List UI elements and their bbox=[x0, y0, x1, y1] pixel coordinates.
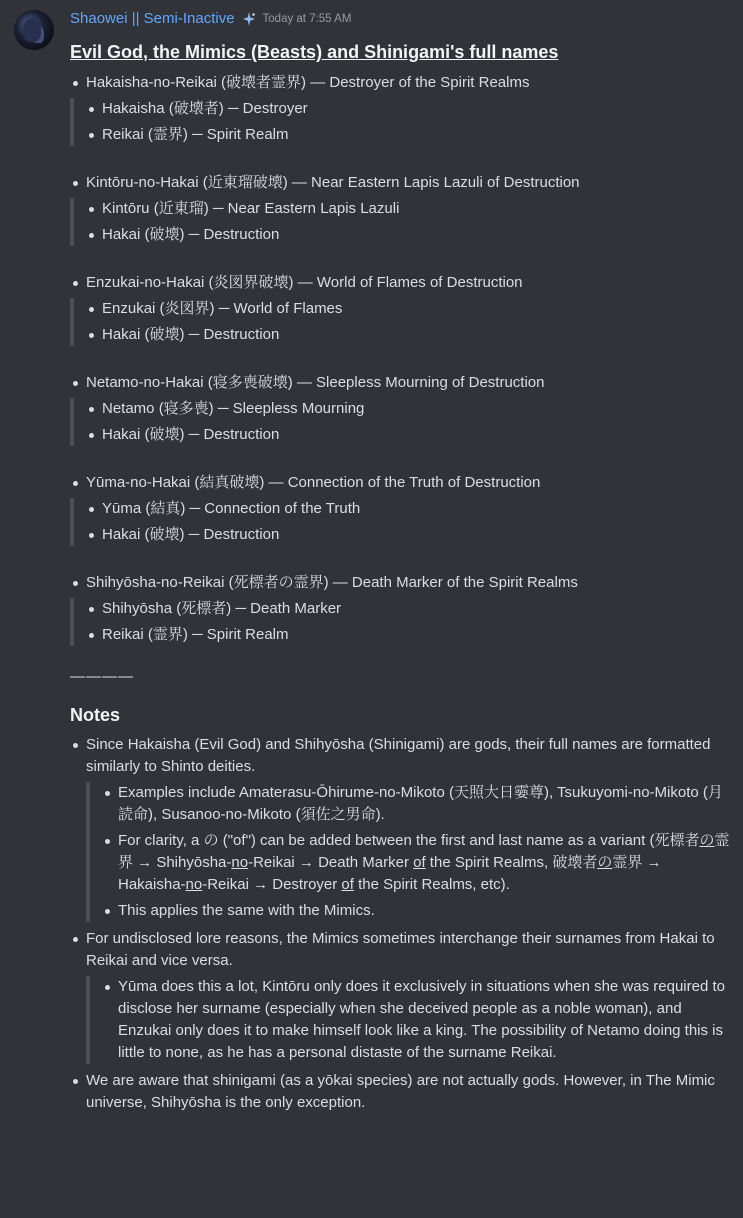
list-item: Reikai (霊界) ─ Spirit Realm bbox=[86, 624, 730, 646]
list-item: Netamo (寝多喪) ─ Sleepless Mourning bbox=[86, 398, 730, 420]
note-text: For undisclosed lore reasons, the Mimics sometimes interchange their surnames from Hakai to Reikai and vice versa. bbox=[86, 930, 715, 969]
name-group bbox=[70, 272, 730, 346]
underlined-text: の bbox=[699, 832, 715, 849]
list-item: Reikai (霊界) ─ Spirit Realm bbox=[86, 124, 730, 146]
text-segment: the Spirit Realms, etc). bbox=[353, 876, 510, 893]
separator: ———— bbox=[70, 668, 134, 685]
list-item: Hakaisha (破壊者) ─ Destroyer bbox=[86, 98, 730, 120]
blockquote bbox=[86, 976, 730, 1064]
list-item: Hakai (破壊) ─ Destruction bbox=[86, 324, 730, 346]
underlined-text: の bbox=[597, 854, 613, 871]
text-segment: -Reikai → Destroyer bbox=[202, 876, 342, 893]
list-item: Yūma does this a lot, Kintōru only does it exclusively in situations when she was required to disclose her surname (especially when she deceived people as a noble woman), and Enzukai only does it to make himself look like a king. The possibility of Netamo doing this is little to none, as he has a personal distaste of the surname Reikai. bbox=[102, 976, 730, 1064]
blockquote bbox=[70, 598, 730, 646]
text-segment: -Reikai → Death Marker bbox=[248, 854, 414, 871]
note-item bbox=[70, 734, 730, 922]
note-item bbox=[70, 1070, 730, 1114]
note-item bbox=[70, 928, 730, 1064]
name-group bbox=[70, 72, 730, 146]
underlined-text: no bbox=[185, 876, 203, 893]
username[interactable]: Shaowei || Semi-Inactive bbox=[70, 10, 235, 27]
text-segment: the Spirit Realms, 破壊者 bbox=[425, 854, 598, 871]
list-item: Kintōru-no-Hakai (近東瑠破壊) — Near Eastern Lapis Lazuli of Destruction bbox=[70, 172, 730, 194]
message-header bbox=[70, 8, 351, 30]
sparkle-badge-icon bbox=[241, 11, 257, 27]
message-title: Evil God, the Mimics (Beasts) and Shinigami's full names bbox=[70, 42, 559, 62]
underlined-text: no bbox=[231, 854, 249, 871]
message-content bbox=[70, 38, 730, 1120]
list-item: Shihyōsha (死標者) ─ Death Marker bbox=[86, 598, 730, 620]
list-item: Shihyōsha-no-Reikai (死標者の霊界) — Death Marker of the Spirit Realms bbox=[70, 572, 730, 594]
blockquote bbox=[70, 298, 730, 346]
note-text: Since Hakaisha (Evil God) and Shihyōsha (Shinigami) are gods, their full names are formatted similarly to Shinto deities. bbox=[86, 736, 711, 775]
list-item: Enzukai-no-Hakai (炎図界破壊) — World of Flames of Destruction bbox=[70, 272, 730, 294]
list-item: Hakai (破壊) ─ Destruction bbox=[86, 424, 730, 446]
avatar[interactable] bbox=[14, 10, 54, 50]
list-item: This applies the same with the Mimics. bbox=[102, 900, 730, 922]
text-segment: 霊界 → Shihyōsha- bbox=[118, 832, 730, 871]
underlined-text: of bbox=[341, 876, 354, 893]
name-group bbox=[70, 172, 730, 246]
text-segment: For clarity, a の ("of") can be added between the first and last name as a variant (死標者 bbox=[118, 832, 700, 849]
list-item bbox=[102, 830, 730, 896]
list-item: Enzukai (炎図界) ─ World of Flames bbox=[86, 298, 730, 320]
blockquote bbox=[86, 782, 730, 922]
list-item: Kintōru (近東瑠) ─ Near Eastern Lapis Lazuli bbox=[86, 198, 730, 220]
list-item: Examples include Amaterasu-Ōhirume-no-Mikoto (天照大日孁尊), Tsukuyomi-no-Mikoto (月読命), Susanoo-no-Mikoto (須佐之男命). bbox=[102, 782, 730, 826]
list-item: Yūma-no-Hakai (結真破壊) — Connection of the Truth of Destruction bbox=[70, 472, 730, 494]
list-item: Hakai (破壊) ─ Destruction bbox=[86, 524, 730, 546]
text-segment: 霊界 → Hakaisha- bbox=[118, 854, 662, 893]
timestamp: Today at 7:55 AM bbox=[262, 13, 352, 25]
list-item: Netamo-no-Hakai (寝多喪破壊) — Sleepless Mourning of Destruction bbox=[70, 372, 730, 394]
note-text: We are aware that shinigami (as a yōkai species) are not actually gods. However, in The Mimic universe, Shihyōsha is the only exception. bbox=[86, 1072, 715, 1111]
name-group bbox=[70, 572, 730, 646]
list-item: Hakai (破壊) ─ Destruction bbox=[86, 224, 730, 246]
name-group bbox=[70, 372, 730, 446]
blockquote bbox=[70, 98, 730, 146]
list-item: Hakaisha-no-Reikai (破壊者霊界) — Destroyer of the Spirit Realms bbox=[70, 72, 730, 94]
notes-heading: Notes bbox=[70, 705, 121, 725]
name-group bbox=[70, 472, 730, 546]
underlined-text: of bbox=[413, 854, 426, 871]
blockquote bbox=[70, 398, 730, 446]
blockquote bbox=[70, 498, 730, 546]
blockquote bbox=[70, 198, 730, 246]
list-item: Yūma (結真) ─ Connection of the Truth bbox=[86, 498, 730, 520]
